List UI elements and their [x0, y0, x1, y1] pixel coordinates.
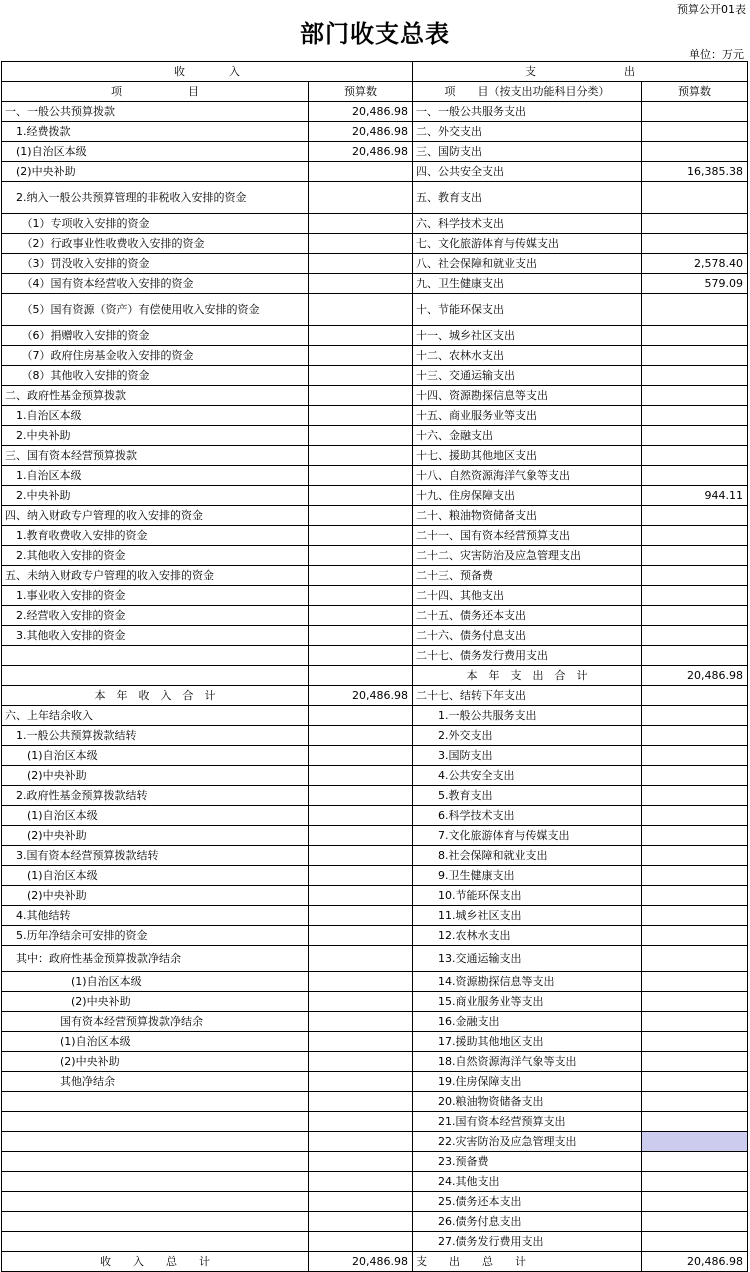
income-item-cell: (2)中央补助	[2, 1052, 309, 1072]
table-row	[2, 1132, 748, 1152]
income-total-value: 20,486.98	[309, 1252, 413, 1272]
income-budget-cell	[309, 346, 413, 366]
expense-item-cell: 八、社会保障和就业支出	[413, 254, 642, 274]
expense-budget-cell	[642, 1172, 748, 1192]
income-item-cell: 四、纳入财政专户管理的收入安排的资金	[2, 506, 309, 526]
expense-item-cell: 二十二、灾害防治及应急管理支出	[413, 546, 642, 566]
income-budget-cell	[309, 466, 413, 486]
table-row	[2, 526, 748, 546]
income-item-cell	[2, 646, 309, 666]
expense-item-cell: 6.科学技术支出	[413, 806, 642, 826]
income-budget-cell	[309, 726, 413, 746]
income-item-cell: 1.事业收入安排的资金	[2, 586, 309, 606]
income-item-cell: 2.其他收入安排的资金	[2, 546, 309, 566]
income-budget-cell	[309, 386, 413, 406]
expense-item-cell: 一、一般公共服务支出	[413, 102, 642, 122]
expense-item-cell: 14.资源勘探信息等支出	[413, 972, 642, 992]
income-budget-cell	[309, 214, 413, 234]
income-item-cell: 1.教育收费收入安排的资金	[2, 526, 309, 546]
table-row	[2, 346, 748, 366]
expense-item-cell: 二十三、预备费	[413, 566, 642, 586]
table-row	[2, 234, 748, 254]
income-item-cell: 其他净结余	[2, 1072, 309, 1092]
income-budget-cell	[309, 566, 413, 586]
table-row	[2, 586, 748, 606]
expense-budget-cell	[642, 1192, 748, 1212]
income-item-cell	[2, 1212, 309, 1232]
income-item-cell: （6）捐赠收入安排的资金	[2, 326, 309, 346]
expense-item-cell: 十三、交通运输支出	[413, 366, 642, 386]
expense-item-cell: 十、节能环保支出	[413, 294, 642, 326]
income-budget-cell	[309, 366, 413, 386]
expense-item-cell: 二十七、结转下年支出	[413, 686, 642, 706]
expense-budget-cell	[642, 446, 748, 466]
income-item-cell: 4.其他结转	[2, 906, 309, 926]
income-budget-cell	[309, 406, 413, 426]
expense-budget-cell	[642, 506, 748, 526]
table-row	[2, 254, 748, 274]
table-row	[2, 746, 748, 766]
table-row	[2, 1072, 748, 1092]
income-item-cell: (2)中央补助	[2, 162, 309, 182]
expense-budget-cell	[642, 766, 748, 786]
income-item-cell: 国有资本经营预算拨款净结余	[2, 1012, 309, 1032]
expense-item-cell: 本 年 支 出 合 计	[413, 666, 642, 686]
expense-item-cell: 5.教育支出	[413, 786, 642, 806]
expense-item-cell: 22.灾害防治及应急管理支出	[413, 1132, 642, 1152]
expense-item-column-header: 项 目（按支出功能科目分类）	[413, 82, 642, 102]
expense-item-cell: 12.农林水支出	[413, 926, 642, 946]
expense-item-cell: 4.公共安全支出	[413, 766, 642, 786]
income-item-cell: 一、一般公共预算拨款	[2, 102, 309, 122]
expense-item-cell: 8.社会保障和就业支出	[413, 846, 642, 866]
expense-budget-cell	[642, 1152, 748, 1172]
table-row	[2, 706, 748, 726]
table-row	[2, 1212, 748, 1232]
income-budget-cell	[309, 526, 413, 546]
expense-item-cell: 11.城乡社区支出	[413, 906, 642, 926]
expense-budget-cell	[642, 1072, 748, 1092]
table-row	[2, 866, 748, 886]
expense-item-cell: 23.预备费	[413, 1152, 642, 1172]
income-budget-cell	[309, 926, 413, 946]
income-budget-cell	[309, 294, 413, 326]
income-item-cell: (2)中央补助	[2, 766, 309, 786]
table-row	[2, 766, 748, 786]
expense-item-cell: 二十七、债务发行费用支出	[413, 646, 642, 666]
expense-item-cell: 二、外交支出	[413, 122, 642, 142]
expense-budget-cell	[642, 726, 748, 746]
income-item-cell: (1)自治区本级	[2, 866, 309, 886]
income-budget-cell: 20,486.98	[309, 122, 413, 142]
income-budget-cell	[309, 1092, 413, 1112]
table-row	[2, 294, 748, 326]
income-item-cell	[2, 1132, 309, 1152]
table-row	[2, 366, 748, 386]
expense-budget-cell	[642, 214, 748, 234]
expense-budget-cell	[642, 906, 748, 926]
expense-budget-cell	[642, 926, 748, 946]
income-item-cell: (1)自治区本级	[2, 1032, 309, 1052]
table-row	[2, 886, 748, 906]
income-budget-cell	[309, 646, 413, 666]
table-row	[2, 686, 748, 706]
income-budget-cell	[309, 446, 413, 466]
expense-item-cell: 26.债务付息支出	[413, 1212, 642, 1232]
income-item-cell	[2, 1112, 309, 1132]
income-item-cell	[2, 1192, 309, 1212]
income-item-cell: 2.经营收入安排的资金	[2, 606, 309, 626]
table-row	[2, 546, 748, 566]
income-item-cell	[2, 1152, 309, 1172]
income-budget-cell	[309, 162, 413, 182]
expense-budget-cell	[642, 426, 748, 446]
table-row	[2, 182, 748, 214]
table-row	[2, 1172, 748, 1192]
expense-item-cell: 二十、粮油物资储备支出	[413, 506, 642, 526]
expense-budget-cell	[642, 1132, 748, 1152]
table-row	[2, 446, 748, 466]
table-row	[2, 606, 748, 626]
income-item-column-header: 项 目	[2, 82, 309, 102]
expense-item-cell: 2.外交支出	[413, 726, 642, 746]
expense-budget-cell	[642, 1232, 748, 1252]
income-budget-cell	[309, 1112, 413, 1132]
income-budget-cell	[309, 486, 413, 506]
expense-budget-cell	[642, 122, 748, 142]
income-item-cell: 2.中央补助	[2, 426, 309, 446]
income-item-cell	[2, 1232, 309, 1252]
expense-item-cell: 10.节能环保支出	[413, 886, 642, 906]
income-budget-cell	[309, 866, 413, 886]
expense-budget-cell	[642, 826, 748, 846]
income-item-cell: 3.其他收入安排的资金	[2, 626, 309, 646]
income-item-cell: 六、上年结余收入	[2, 706, 309, 726]
expense-budget-cell	[642, 866, 748, 886]
table-row	[2, 846, 748, 866]
income-item-cell: （1）专项收入安排的资金	[2, 214, 309, 234]
income-item-cell: (2)中央补助	[2, 992, 309, 1012]
income-budget-cell	[309, 746, 413, 766]
expense-item-cell: 九、卫生健康支出	[413, 274, 642, 294]
expense-budget-cell	[642, 182, 748, 214]
income-item-cell: 三、国有资本经营预算拨款	[2, 446, 309, 466]
income-budget-cell	[309, 1152, 413, 1172]
table-row	[2, 946, 748, 972]
income-budget-cell	[309, 506, 413, 526]
table-row	[2, 666, 748, 686]
income-budget-cell	[309, 1192, 413, 1212]
table-row	[2, 806, 748, 826]
income-budget-cell	[309, 626, 413, 646]
income-item-cell: 1.经费拨款	[2, 122, 309, 142]
income-budget-cell	[309, 972, 413, 992]
income-item-cell: （5）国有资源（资产）有偿使用收入安排的资金	[2, 294, 309, 326]
expense-budget-cell	[642, 786, 748, 806]
income-item-cell	[2, 1092, 309, 1112]
income-item-cell: （7）政府住房基金收入安排的资金	[2, 346, 309, 366]
expense-item-cell: 十六、金融支出	[413, 426, 642, 446]
expense-item-cell: 二十六、债务付息支出	[413, 626, 642, 646]
income-item-cell: 1.一般公共预算拨款结转	[2, 726, 309, 746]
expense-budget-cell	[642, 806, 748, 826]
income-budget-cell	[309, 606, 413, 626]
income-budget-cell	[309, 1212, 413, 1232]
income-budget-cell	[309, 182, 413, 214]
income-budget-cell	[309, 234, 413, 254]
expense-item-cell: 五、教育支出	[413, 182, 642, 214]
income-item-cell: （3）罚没收入安排的资金	[2, 254, 309, 274]
income-item-cell: 5.历年净结余可安排的资金	[2, 926, 309, 946]
income-item-cell: 1.自治区本级	[2, 406, 309, 426]
expense-item-cell: 十四、资源勘探信息等支出	[413, 386, 642, 406]
income-item-cell: 二、政府性基金预算拨款	[2, 386, 309, 406]
table-row	[2, 786, 748, 806]
expense-budget-cell	[642, 294, 748, 326]
table-row	[2, 992, 748, 1012]
expense-budget-cell	[642, 706, 748, 726]
income-header: 收 入	[2, 62, 413, 82]
income-budget-cell	[309, 586, 413, 606]
expense-budget-cell	[642, 626, 748, 646]
table-row	[2, 626, 748, 646]
income-item-cell: 2.政府性基金预算拨款结转	[2, 786, 309, 806]
table-row	[2, 646, 748, 666]
expense-budget-cell	[642, 1092, 748, 1112]
income-item-cell: 3.国有资本经营预算拨款结转	[2, 846, 309, 866]
income-budget-cell	[309, 1132, 413, 1152]
income-budget-cell	[309, 546, 413, 566]
table-row	[2, 1112, 748, 1132]
income-item-cell	[2, 666, 309, 686]
table-row	[2, 486, 748, 506]
expense-item-cell: 二十四、其他支出	[413, 586, 642, 606]
expense-budget-cell	[642, 102, 748, 122]
expense-total-value: 20,486.98	[642, 1252, 748, 1272]
income-budget-column-header: 预算数	[309, 82, 413, 102]
expense-item-cell: 十五、商业服务业等支出	[413, 406, 642, 426]
expense-total-label: 支 出 总 计	[413, 1252, 642, 1272]
expense-budget-cell	[642, 646, 748, 666]
income-item-cell: 五、未纳入财政专户管理的收入安排的资金	[2, 566, 309, 586]
expense-budget-cell	[642, 586, 748, 606]
expense-budget-cell	[642, 1032, 748, 1052]
expense-item-cell: 9.卫生健康支出	[413, 866, 642, 886]
income-item-cell: （2）行政事业性收费收入安排的资金	[2, 234, 309, 254]
table-row	[2, 326, 748, 346]
income-budget-cell	[309, 1232, 413, 1252]
expense-item-cell: 十一、城乡社区支出	[413, 326, 642, 346]
budget-summary-table	[1, 61, 748, 1272]
income-budget-cell	[309, 254, 413, 274]
expense-budget-cell	[642, 546, 748, 566]
income-item-cell: 其中：政府性基金预算拨款净结余	[2, 946, 309, 972]
table-row	[2, 426, 748, 446]
expense-budget-column-header: 预算数	[642, 82, 748, 102]
expense-budget-cell: 20,486.98	[642, 666, 748, 686]
table-row	[2, 906, 748, 926]
income-item-cell: （8）其他收入安排的资金	[2, 366, 309, 386]
income-budget-cell	[309, 1072, 413, 1092]
income-budget-cell: 20,486.98	[309, 686, 413, 706]
table-row	[2, 142, 748, 162]
table-row	[2, 1232, 748, 1252]
income-budget-cell	[309, 706, 413, 726]
income-item-cell: （4）国有资本经营收入安排的资金	[2, 274, 309, 294]
expense-item-cell: 六、科学技术支出	[413, 214, 642, 234]
expense-budget-cell	[642, 566, 748, 586]
expense-budget-cell	[642, 886, 748, 906]
expense-budget-cell: 16,385.38	[642, 162, 748, 182]
expense-item-cell: 18.自然资源海洋气象等支出	[413, 1052, 642, 1072]
expense-item-cell: 十七、援助其他地区支出	[413, 446, 642, 466]
expense-budget-cell	[642, 326, 748, 346]
table-row	[2, 826, 748, 846]
table-row	[2, 386, 748, 406]
table-row	[2, 1192, 748, 1212]
expense-budget-cell	[642, 972, 748, 992]
table-row	[2, 122, 748, 142]
expense-item-cell: 二十五、债务还本支出	[413, 606, 642, 626]
expense-budget-cell	[642, 386, 748, 406]
form-code: 预算公开01表	[677, 3, 746, 16]
expense-item-cell: 3.国防支出	[413, 746, 642, 766]
expense-budget-cell	[642, 1212, 748, 1232]
expense-item-cell: 四、公共安全支出	[413, 162, 642, 182]
page-title: 部门收支总表	[300, 19, 450, 48]
income-item-cell: 1.自治区本级	[2, 466, 309, 486]
income-item-cell	[2, 1172, 309, 1192]
table-row	[2, 1152, 748, 1172]
table-row	[2, 972, 748, 992]
income-budget-cell	[309, 274, 413, 294]
expense-budget-cell	[642, 406, 748, 426]
expense-budget-cell	[642, 526, 748, 546]
expense-budget-cell: 2,578.40	[642, 254, 748, 274]
income-budget-cell: 20,486.98	[309, 142, 413, 162]
income-budget-cell	[309, 786, 413, 806]
table-row	[2, 466, 748, 486]
expense-budget-cell	[642, 142, 748, 162]
expense-item-cell: 20.粮油物资储备支出	[413, 1092, 642, 1112]
expense-budget-cell	[642, 234, 748, 254]
expense-budget-cell	[642, 1012, 748, 1032]
income-budget-cell	[309, 846, 413, 866]
table-row	[2, 1012, 748, 1032]
income-item-cell: (1)自治区本级	[2, 806, 309, 826]
income-budget-cell	[309, 906, 413, 926]
unit-label: 单位：万元	[689, 48, 744, 61]
income-item-cell: (2)中央补助	[2, 886, 309, 906]
income-item-cell: (1)自治区本级	[2, 972, 309, 992]
expense-item-cell: 1.一般公共服务支出	[413, 706, 642, 726]
expense-item-cell: 十二、农林水支出	[413, 346, 642, 366]
expense-item-cell: 16.金融支出	[413, 1012, 642, 1032]
income-budget-cell	[309, 806, 413, 826]
table-row	[2, 506, 748, 526]
income-budget-cell	[309, 766, 413, 786]
table-row	[2, 214, 748, 234]
expense-item-cell: 三、国防支出	[413, 142, 642, 162]
expense-budget-cell	[642, 1052, 748, 1072]
table-row	[2, 566, 748, 586]
expense-budget-cell	[642, 846, 748, 866]
expense-item-cell: 七、文化旅游体育与传媒支出	[413, 234, 642, 254]
expense-item-cell: 19.住房保障支出	[413, 1072, 642, 1092]
table-body	[2, 102, 748, 1252]
expense-budget-cell	[642, 746, 748, 766]
income-budget-cell	[309, 1032, 413, 1052]
expense-item-cell: 25.债务还本支出	[413, 1192, 642, 1212]
expense-budget-cell	[642, 346, 748, 366]
income-budget-cell	[309, 326, 413, 346]
expense-budget-cell: 579.09	[642, 274, 748, 294]
expense-budget-cell	[642, 686, 748, 706]
income-budget-cell	[309, 992, 413, 1012]
income-budget-cell	[309, 1012, 413, 1032]
expense-budget-cell	[642, 992, 748, 1012]
income-total-label: 收 入 总 计	[2, 1252, 309, 1272]
income-item-cell: 本 年 收 入 合 计	[2, 686, 309, 706]
expense-budget-cell: 944.11	[642, 486, 748, 506]
income-item-cell: 2.纳入一般公共预算管理的非税收入安排的资金	[2, 182, 309, 214]
expense-item-cell: 17.援助其他地区支出	[413, 1032, 642, 1052]
expense-budget-cell	[642, 1112, 748, 1132]
expense-item-cell: 7.文化旅游体育与传媒支出	[413, 826, 642, 846]
income-item-cell: (1)自治区本级	[2, 746, 309, 766]
income-item-cell: (2)中央补助	[2, 826, 309, 846]
income-item-cell: 2.中央补助	[2, 486, 309, 506]
income-budget-cell	[309, 1052, 413, 1072]
income-budget-cell	[309, 946, 413, 972]
income-budget-cell	[309, 426, 413, 446]
expense-item-cell: 十九、住房保障支出	[413, 486, 642, 506]
expense-header: 支 出	[413, 62, 748, 82]
table-row	[2, 726, 748, 746]
income-item-cell: (1)自治区本级	[2, 142, 309, 162]
expense-item-cell: 二十一、国有资本经营预算支出	[413, 526, 642, 546]
table-row	[2, 102, 748, 122]
table-row	[2, 274, 748, 294]
table-row	[2, 1052, 748, 1072]
income-budget-cell	[309, 886, 413, 906]
income-budget-cell	[309, 826, 413, 846]
expense-budget-cell	[642, 366, 748, 386]
expense-item-cell: 27.债务发行费用支出	[413, 1232, 642, 1252]
table-row	[2, 1032, 748, 1052]
table-row	[2, 926, 748, 946]
income-budget-cell: 20,486.98	[309, 102, 413, 122]
income-budget-cell	[309, 1172, 413, 1192]
expense-item-cell: 十八、自然资源海洋气象等支出	[413, 466, 642, 486]
expense-budget-cell	[642, 946, 748, 972]
expense-budget-cell	[642, 606, 748, 626]
expense-budget-cell	[642, 466, 748, 486]
expense-item-cell: 24.其他支出	[413, 1172, 642, 1192]
expense-item-cell: 13.交通运输支出	[413, 946, 642, 972]
income-budget-cell	[309, 666, 413, 686]
table-row	[2, 1092, 748, 1112]
expense-item-cell: 15.商业服务业等支出	[413, 992, 642, 1012]
table-row	[2, 162, 748, 182]
table-row	[2, 406, 748, 426]
expense-item-cell: 21.国有资本经营预算支出	[413, 1112, 642, 1132]
